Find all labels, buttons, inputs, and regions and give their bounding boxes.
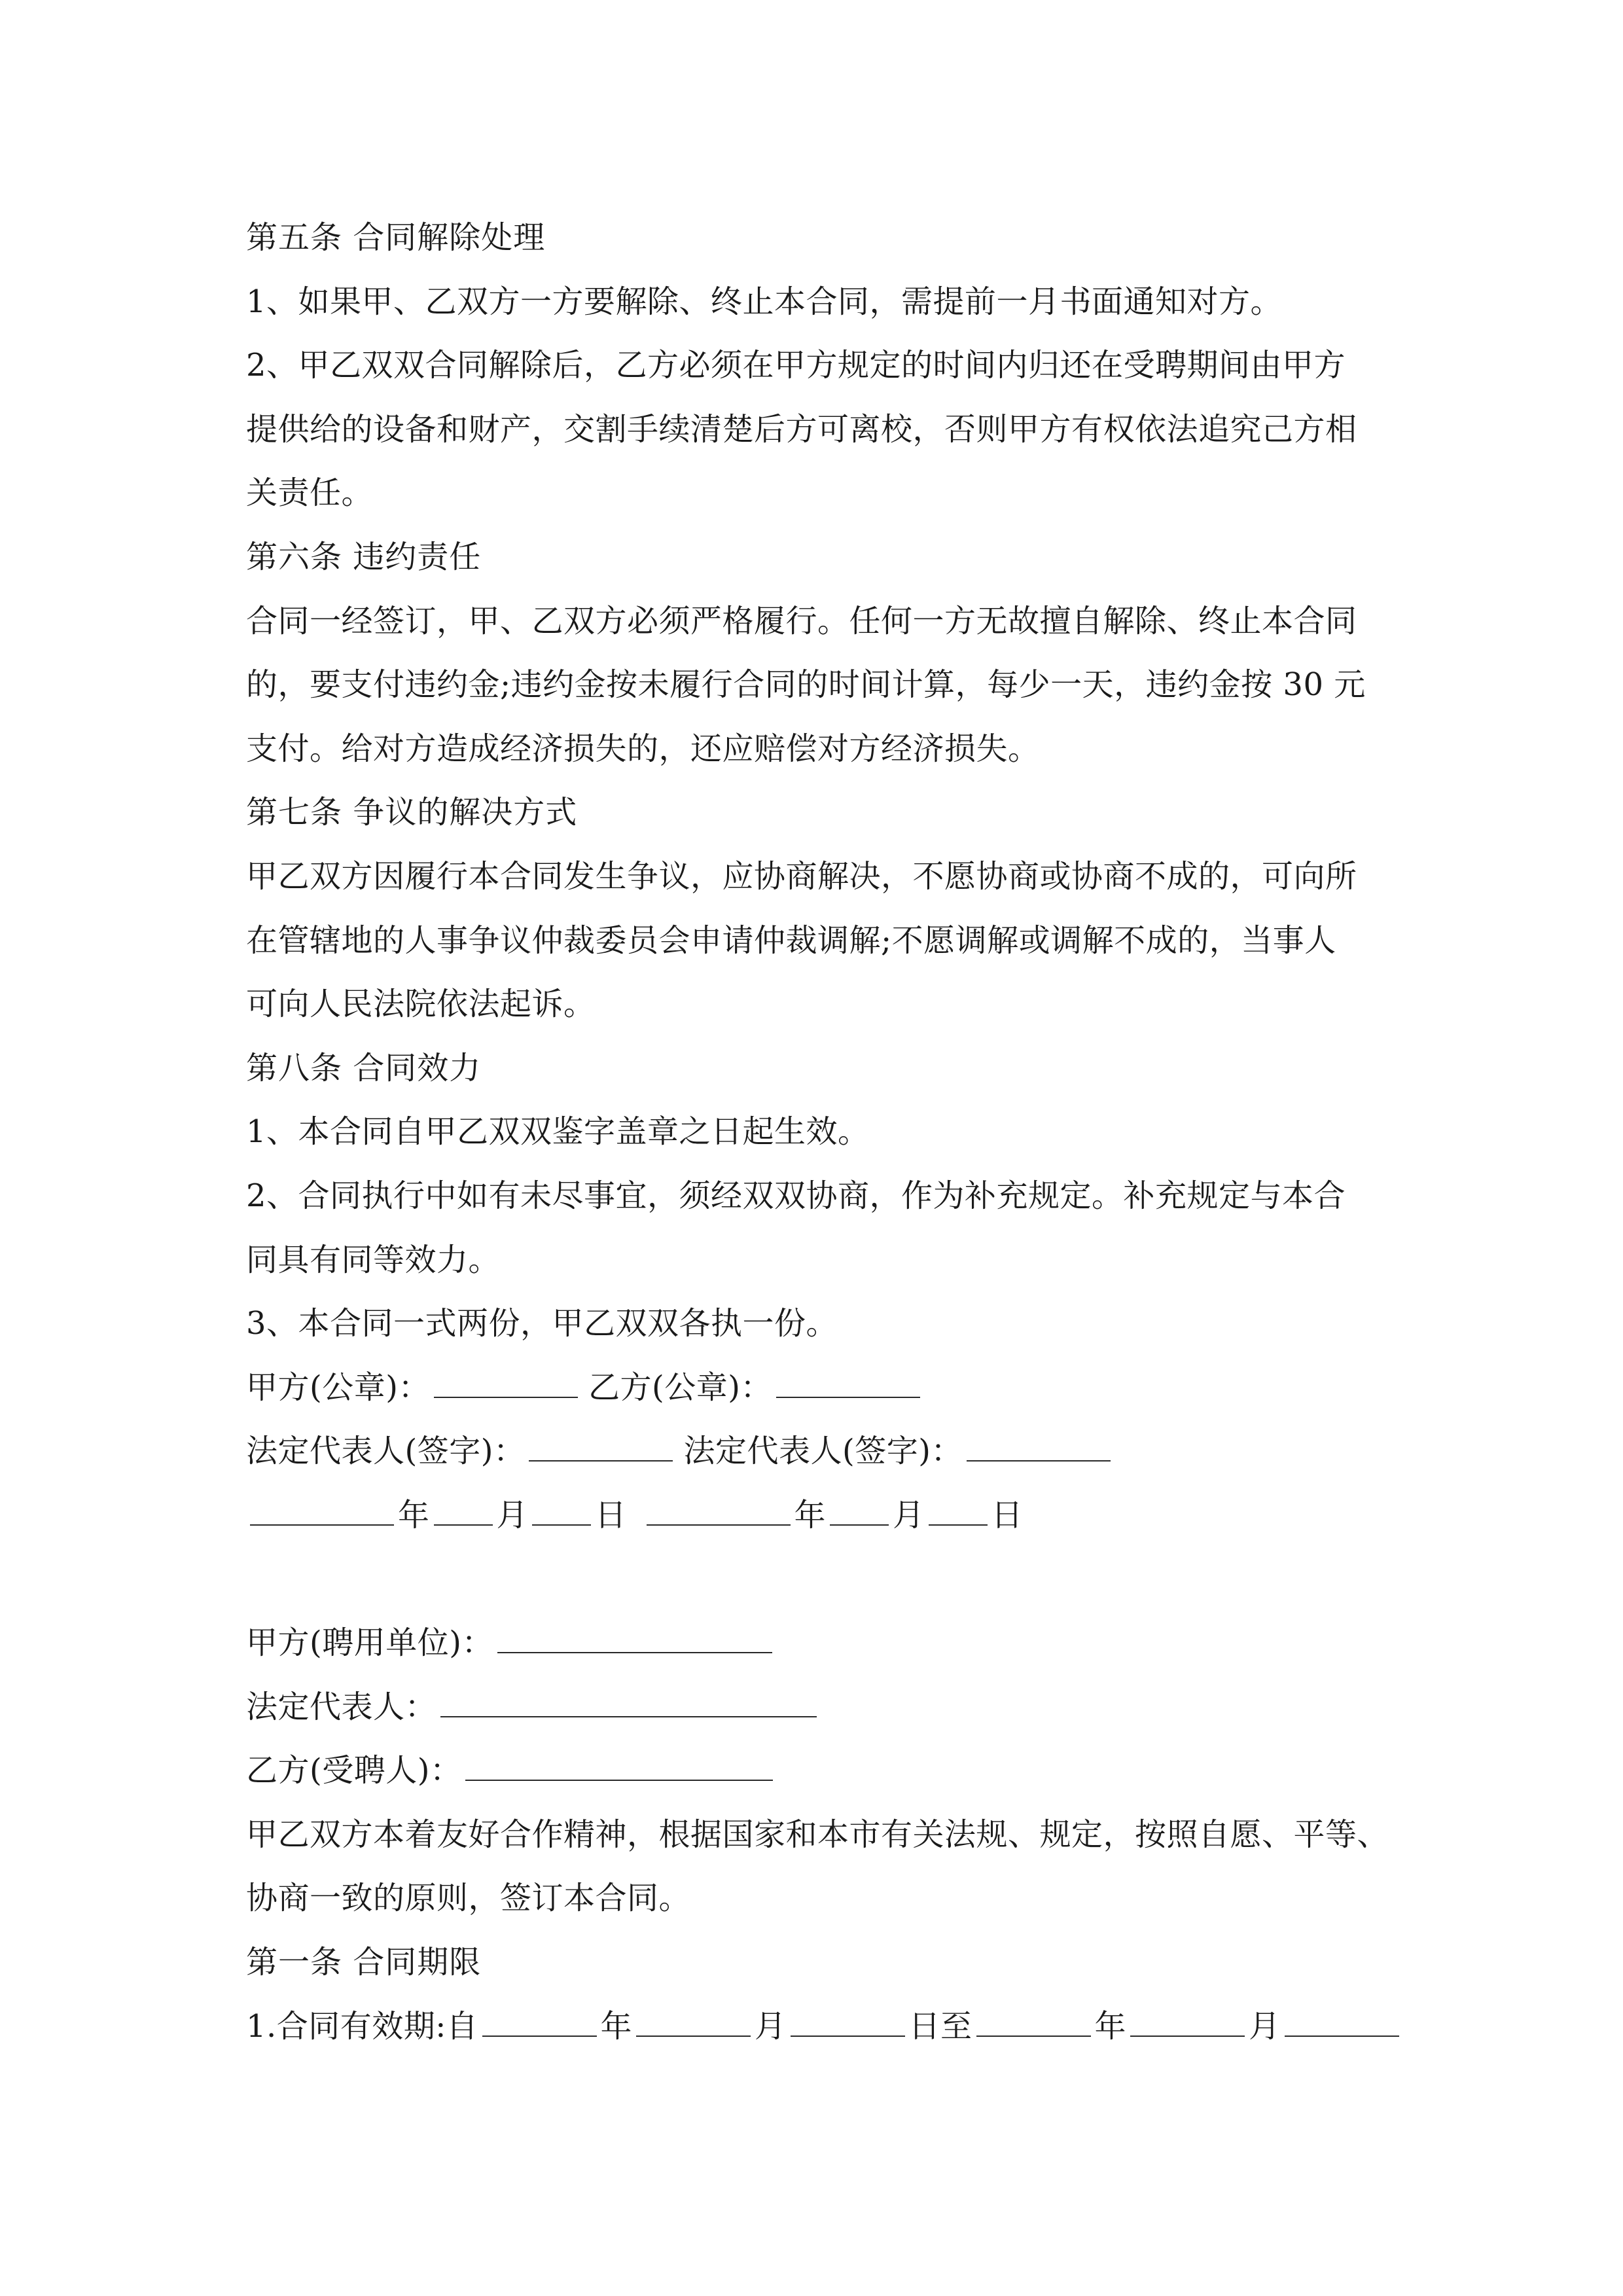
- article5-clause1: 1、如果甲、乙双方一方要解除、终止本合同，需提前一月书面通知对方。: [246, 283, 1283, 320]
- rep-sign-a-label: 法定代表人(签字)：: [246, 1433, 526, 1470]
- party-b-seal-label: 乙方(公章)：: [588, 1369, 772, 1406]
- contract2-party-b-row: [246, 1739, 1381, 1803]
- party-b-day-field[interactable]: [929, 1486, 988, 1526]
- contract-term-from: 自: [446, 2007, 478, 2045]
- seal-row: [246, 1356, 1381, 1420]
- article8-clause1: 1、本合同自甲乙双双鉴字盖章之日起生效。: [246, 1113, 870, 1151]
- contract2-party-b-label: 乙方(受聘人)：: [246, 1752, 462, 1789]
- party-b-month-field[interactable]: [830, 1486, 889, 1526]
- term-end-year-field[interactable]: [976, 1998, 1091, 2037]
- term-end-month-field[interactable]: [1130, 1998, 1245, 2037]
- party-b-month-label: 月: [893, 1496, 925, 1534]
- term-end-year-label: 年: [1094, 2007, 1127, 2045]
- party-a-day-label: 日: [595, 1496, 627, 1534]
- term-start-year-label: 年: [600, 2007, 633, 2045]
- rep-sign-b-field[interactable]: [967, 1422, 1111, 1462]
- contract-term-prefix: 1.合同有效期:: [246, 2007, 446, 2045]
- term-end-month-label: 月: [1249, 2007, 1281, 2045]
- contract2-intro-line1: 甲乙双方本着友好合作精神，根据国家和本市有关法规、规定，按照自愿、平等、: [246, 1816, 1389, 1853]
- party-a-day-field[interactable]: [532, 1486, 591, 1526]
- term-start-month-field[interactable]: [636, 1998, 751, 2037]
- date-row: [246, 1484, 1381, 1548]
- contract2-legal-rep-row: [246, 1676, 1381, 1740]
- contract2-party-a-row: [246, 1611, 1381, 1676]
- contract2-party-a-label: 甲方(聘用单位)：: [246, 1624, 493, 1662]
- party-a-year-field[interactable]: [250, 1486, 394, 1526]
- article8-clause2-line2: 同具有同等效力。: [246, 1241, 501, 1278]
- party-a-seal-field[interactable]: [434, 1359, 578, 1398]
- rep-sign-b-label: 法定代表人(签字)：: [683, 1433, 963, 1470]
- article6-heading: 第六条 违约责任: [246, 538, 482, 575]
- party-b-year-field[interactable]: [647, 1486, 791, 1526]
- rep-sign-row: [246, 1420, 1381, 1484]
- article7-line3: 可向人民法院依法起诉。: [246, 986, 596, 1023]
- contract2-article1-heading: 第一条 合同期限: [246, 1944, 482, 1981]
- article8-heading: 第八条 合同效力: [246, 1049, 482, 1086]
- article6-line3: 支付。给对方造成经济损失的，还应赔偿对方经济损失。: [246, 730, 1040, 767]
- contract2-party-b-field[interactable]: [465, 1742, 773, 1781]
- article6-line2: 的，要支付违约金;违约金按未履行合同的时间计算，每少一天，违约金按 30 元: [246, 666, 1366, 704]
- party-a-month-label: 月: [496, 1496, 529, 1534]
- term-start-day-to-label: 日至: [908, 2007, 972, 2045]
- article8-clause3: 3、本合同一式两份，甲乙双双各执一份。: [246, 1305, 838, 1342]
- party-b-year-label: 年: [794, 1496, 827, 1534]
- contract2-party-a-field[interactable]: [497, 1614, 772, 1653]
- contract-term-row: [246, 1995, 1381, 2059]
- contract2-legal-rep-field[interactable]: [440, 1678, 817, 1717]
- party-b-day-label: 日: [991, 1496, 1024, 1534]
- article5-clause2-line3: 关责任。: [246, 475, 374, 512]
- party-a-year-label: 年: [398, 1496, 430, 1534]
- article5-heading: 第五条 合同解除处理: [246, 219, 546, 256]
- party-a-month-field[interactable]: [434, 1486, 493, 1526]
- article8-clause2-line1: 2、合同执行中如有未尽事宜，须经双双协商，作为补充规定。补充规定与本合: [246, 1177, 1346, 1214]
- term-start-month-label: 月: [755, 2007, 787, 2045]
- party-b-seal-field[interactable]: [776, 1359, 920, 1398]
- contract2-legal-rep-label: 法定代表人：: [246, 1688, 437, 1725]
- term-start-year-field[interactable]: [482, 1998, 597, 2037]
- article5-clause2-line2: 提供给的设备和财产，交割手续清楚后方可离校，否则甲方有权依法追究己方相: [246, 410, 1357, 448]
- rep-sign-a-field[interactable]: [529, 1422, 673, 1462]
- term-end-day-field[interactable]: [1285, 1998, 1399, 2037]
- article7-line2: 在管辖地的人事争议仲裁委员会申请仲裁调解;不愿调解或调解不成的，当事人: [246, 922, 1336, 959]
- article7-heading: 第七条 争议的解决方式: [246, 794, 578, 831]
- contract2-intro-line2: 协商一致的原则，签订本合同。: [246, 1880, 691, 1917]
- article7-line1: 甲乙双方因履行本合同发生争议，应协商解决，不愿协商或协商不成的，可向所: [246, 857, 1357, 895]
- article6-line1: 合同一经签订，甲、乙双方必须严格履行。任何一方无故擅自解除、终止本合同: [246, 602, 1357, 639]
- term-start-day-field[interactable]: [791, 1998, 905, 2037]
- party-a-seal-label: 甲方(公章)：: [246, 1369, 430, 1406]
- article5-clause2-line1: 2、甲乙双双合同解除后，乙方必须在甲方规定的时间内归还在受聘期间由甲方: [246, 347, 1346, 384]
- section-gap: [246, 1547, 1381, 1611]
